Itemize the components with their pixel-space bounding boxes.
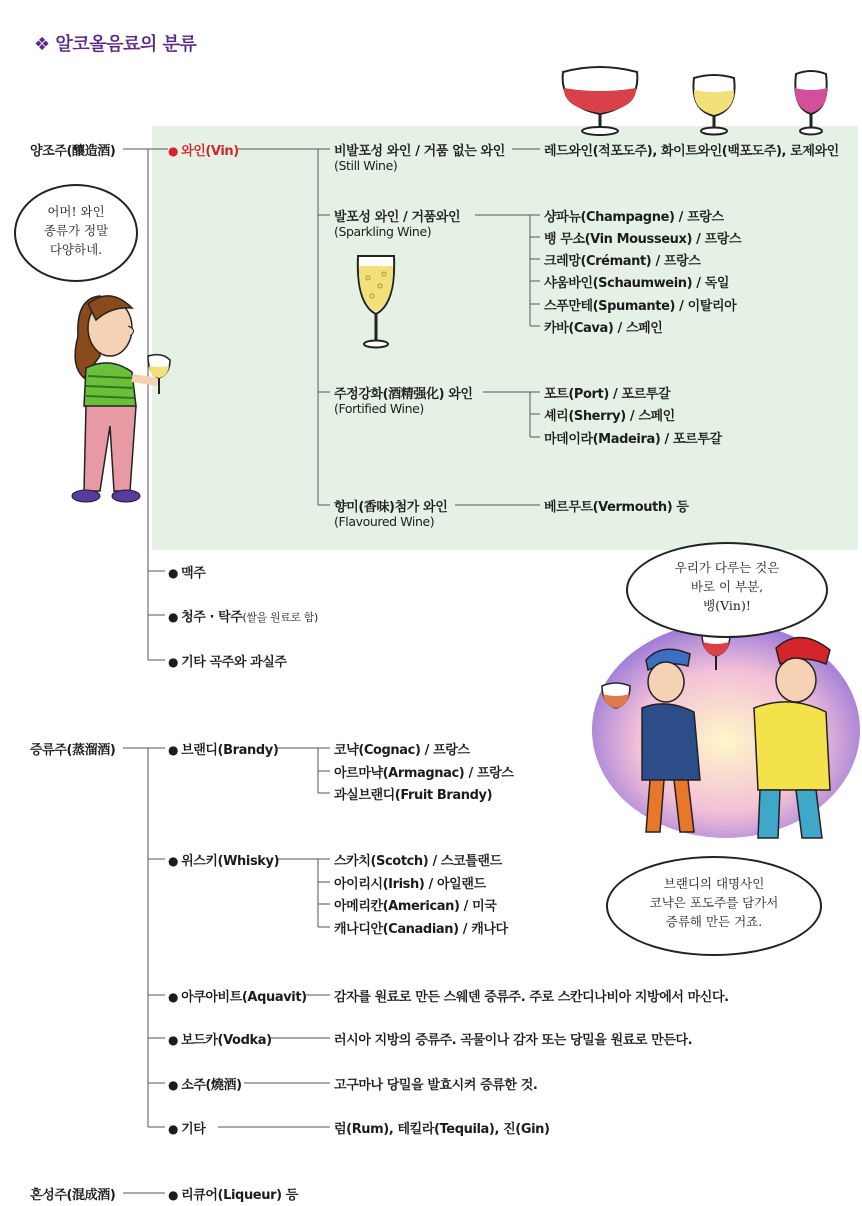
- soju-label: ● 소주(燒酒): [168, 1074, 242, 1093]
- fortified-item: 셰리(Sherry) / 스페인: [544, 409, 675, 424]
- men-bottom-speech-bubble: [606, 856, 822, 956]
- vodka-description: 러시아 지방의 증류주. 곡물이나 감자 또는 당밀을 원료로 만든다.: [334, 1033, 693, 1048]
- white-wine-glass-icon: [688, 72, 740, 138]
- cheongju-label: [168, 606, 318, 625]
- liqueur-label: ● 리큐어(Liqueur) 등: [168, 1184, 298, 1203]
- sparkling-wine-ko: 발포성 와인 / 거품와인: [334, 210, 461, 225]
- aquavit-description: 감자를 원료로 만든 스웨덴 증류주. 주로 스칸디나비아 지방에서 마신다.: [334, 990, 729, 1005]
- men-illustration: [590, 620, 862, 850]
- soju-description: 고구마나 당밀을 발효시켜 증류한 것.: [334, 1078, 538, 1093]
- fortified-wine-en: (Fortified Wine): [334, 401, 424, 416]
- sparkling-item: 샤움바인(Schaumwein) / 독일: [544, 276, 730, 291]
- bubble-line: 종류가 정말: [43, 223, 109, 238]
- still-wine-ko: 비발포성 와인 / 거품 없는 와인: [334, 144, 505, 159]
- category-mixed: 혼성주(混成酒): [30, 1188, 116, 1203]
- vodka-label: ● 보드카(Vodka): [168, 1029, 272, 1048]
- flavoured-item: 베르무트(Vermouth) 등: [544, 500, 689, 515]
- brandy-item: 아르마냑(Armagnac) / 프랑스: [334, 766, 514, 781]
- woman-illustration: [40, 286, 175, 516]
- cheongju-text: 청주 · 탁주: [181, 610, 243, 625]
- whisky-item: 캐나디안(Canadian) / 캐나다: [334, 922, 508, 937]
- category-brewed: 양조주(釀造酒): [30, 144, 116, 159]
- bubble-line: 브랜디의 대명사인: [663, 876, 765, 891]
- other-brewed-label: ● 기타 곡주와 과실주: [168, 651, 287, 670]
- bubble-line: 코냑은 포도주를 담가서: [649, 895, 779, 910]
- beer-label: ● 맥주: [168, 562, 205, 581]
- flavoured-wine-en: (Flavoured Wine): [334, 514, 435, 529]
- still-wine-types: 레드와인(적포도주), 화이트와인(백포도주), 로제와인: [544, 144, 839, 159]
- sparkling-item: 스푸만테(Spumante) / 이탈리아: [544, 299, 737, 314]
- champagne-flute-icon: [354, 252, 398, 350]
- whisky-label: ● 위스키(Whisky): [168, 850, 279, 869]
- bubble-line: 뱅(Vin)!: [703, 598, 751, 613]
- wine-label: ● 와인(Vin): [168, 140, 239, 159]
- bubble-line: 증류해 만든 거죠.: [665, 914, 763, 929]
- whisky-item: 아이리시(Irish) / 아일랜드: [334, 877, 486, 892]
- bubble-line: 다양하네.: [49, 242, 103, 257]
- whisky-item: 아메리칸(American) / 미국: [334, 899, 497, 914]
- page-title: ❖ 알코올음료의 분류: [34, 34, 197, 55]
- sparkling-item: 카바(Cava) / 스페인: [544, 321, 663, 336]
- sparkling-item: 크레망(Crémant) / 프랑스: [544, 254, 701, 269]
- fortified-wine-ko: 주정강화(酒精强化) 와인: [334, 387, 473, 402]
- cheongju-note: (쌀을 원료로 함): [242, 611, 318, 624]
- brandy-item: 코냑(Cognac) / 프랑스: [334, 743, 470, 758]
- flavoured-wine-ko: 향미(香味)첨가 와인: [334, 500, 448, 515]
- other-distilled-label: ● 기타: [168, 1118, 205, 1137]
- brandy-label: ● 브랜디(Brandy): [168, 739, 278, 758]
- other-distilled-description: 럼(Rum), 테킬라(Tequila), 진(Gin): [334, 1122, 550, 1137]
- rose-wine-glass-icon: [790, 68, 832, 138]
- sparkling-item: 뱅 무소(Vin Mousseux) / 프랑스: [544, 232, 742, 247]
- bubble-line: 우리가 다루는 것은: [674, 560, 780, 575]
- aquavit-label: ● 아쿠아비트(Aquavit): [168, 986, 307, 1005]
- category-distilled: 증류주(蒸溜酒): [30, 743, 116, 758]
- woman-speech-bubble: [14, 184, 138, 282]
- bubble-line: 어머! 와인: [47, 204, 105, 219]
- still-wine-en: (Still Wine): [334, 158, 398, 173]
- brandy-item: 과실브랜디(Fruit Brandy): [334, 788, 493, 803]
- fortified-item: 마데이라(Madeira) / 포르투갈: [544, 432, 722, 447]
- fortified-item: 포트(Port) / 포르투갈: [544, 387, 671, 402]
- bubble-line: 바로 이 부분,: [690, 579, 764, 594]
- sparkling-item: 샹파뉴(Champagne) / 프랑스: [544, 210, 724, 225]
- red-wine-glass-icon: [555, 66, 645, 138]
- men-top-speech-bubble: [626, 542, 828, 638]
- whisky-item: 스카치(Scotch) / 스코틀랜드: [334, 854, 502, 869]
- sparkling-wine-en: (Sparkling Wine): [334, 224, 432, 239]
